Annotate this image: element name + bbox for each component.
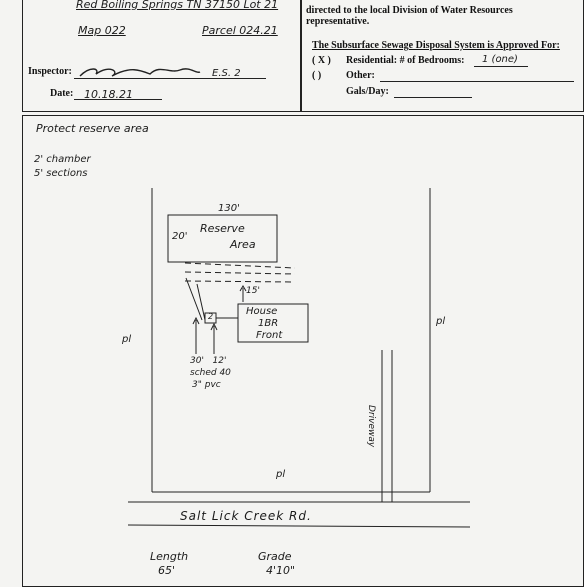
other-checkbox[interactable]: ( ) bbox=[312, 70, 322, 81]
grade-label: Grade bbox=[258, 550, 292, 563]
road-label: Salt Lick Creek Rd. bbox=[180, 509, 312, 523]
right-top-partial: directed to the local Division of Water Resources bbox=[306, 5, 513, 16]
house-label-2: 1BR bbox=[258, 318, 279, 329]
pl-left: pl bbox=[122, 334, 132, 345]
location-line: Red Boiling Springs TN 37150 Lot 21 bbox=[76, 0, 279, 11]
protect-note: Protect reserve area bbox=[36, 122, 149, 135]
house-label-3: Front bbox=[256, 330, 283, 341]
reserve-height: 20' bbox=[172, 231, 188, 242]
setback-15: 15' bbox=[246, 286, 260, 296]
pipe-note-1: 30' 12' bbox=[190, 356, 227, 366]
length-value: 65' bbox=[158, 564, 176, 577]
pipe-note-2: sched 40 bbox=[190, 368, 231, 378]
parcel-number: Parcel 024.21 bbox=[202, 24, 278, 37]
other-label: Other: bbox=[346, 70, 375, 81]
gals-label: Gals/Day: bbox=[346, 86, 389, 97]
chamber-note-1: 2' chamber bbox=[34, 154, 91, 165]
chamber-note-2: 5' sections bbox=[34, 168, 88, 179]
inspector-suffix: E.S. 2 bbox=[212, 68, 241, 79]
house-label-1: House bbox=[246, 306, 278, 317]
length-label: Length bbox=[150, 550, 189, 563]
pl-bottom: pl bbox=[276, 469, 286, 480]
tank-label: 2 bbox=[208, 312, 214, 321]
inspector-label: Inspector: bbox=[28, 66, 72, 77]
reserve-label-2: Area bbox=[230, 238, 256, 251]
right-top-line2: representative. bbox=[306, 16, 370, 27]
approved-heading: The Subsurface Sewage Disposal System is Approved For: bbox=[312, 40, 560, 51]
date-label: Date: bbox=[50, 88, 74, 99]
date-value: 10.18.21 bbox=[84, 88, 133, 101]
reserve-width: 130' bbox=[218, 203, 240, 214]
reserve-label-1: Reserve bbox=[200, 222, 245, 235]
pl-right: pl bbox=[436, 316, 446, 327]
driveway-label: Driveway bbox=[366, 405, 376, 448]
residential-checkbox[interactable]: ( X ) bbox=[312, 55, 331, 66]
residential-label: Residential: # of Bedrooms: bbox=[346, 55, 465, 66]
grade-value: 4'10" bbox=[266, 564, 296, 577]
bedrooms-value: 1 (one) bbox=[482, 54, 518, 65]
pipe-note-3: 3" pvc bbox=[192, 380, 221, 390]
map-number: Map 022 bbox=[78, 24, 126, 37]
